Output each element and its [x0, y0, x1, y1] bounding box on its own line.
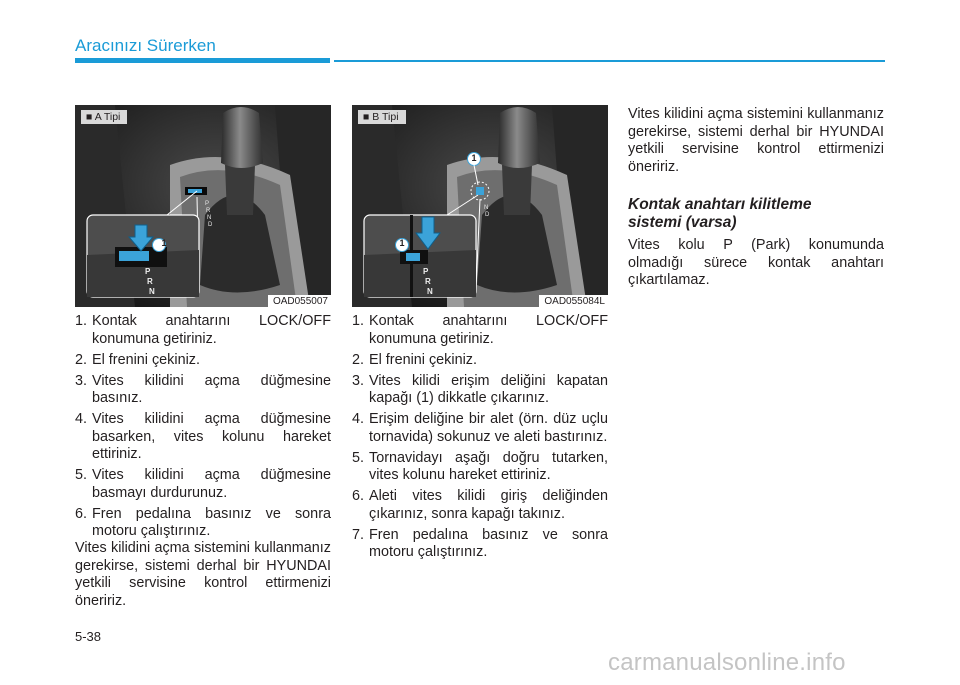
list-item: 2. El frenini çekiniz. — [75, 351, 200, 368]
list-item: 3. Vites kilidi erişim deliğini kapatan kapağı (1) dikkatle çıkarınız. — [352, 372, 608, 406]
page-number: 5-38 — [75, 629, 102, 644]
figure-type-a — [75, 105, 331, 307]
subheading-line-1: Kontak anahtarı kilitleme — [628, 196, 812, 213]
figure-type-b — [352, 105, 608, 307]
left-steps-list — [75, 313, 331, 544]
figure-b-tag-label: B Tipi — [372, 111, 399, 123]
header-rule-thick — [75, 58, 330, 63]
section-subheading — [628, 196, 884, 232]
list-item: 3. Vites kilidini açma düğmesine basınız. — [75, 372, 331, 406]
svg-text:D: D — [208, 222, 213, 228]
figure-a-tag-label: A Tipi — [94, 111, 121, 123]
svg-text:D: D — [485, 212, 490, 218]
middle-steps-list — [352, 313, 608, 565]
list-item: 6. Fren pedalına basınız ve sonra motoru çalıştırınız. — [75, 505, 331, 539]
list-item: 5. Vites kilidini açma düğmesine basmayı durdurunuz. — [75, 467, 331, 501]
left-note-paragraph: Vites kilidini açma sistemini kullanmanız gerekirse, sistemi derhal bir HYUNDAI yetkili servisine kontrol ettirmenizi öneririz. — [75, 540, 331, 609]
subheading-line-2: sistemi (varsa) — [628, 214, 737, 231]
gear-letter-p: P — [423, 267, 429, 276]
page-header-title: Aracınızı Sürerken — [75, 36, 216, 55]
svg-text:R: R — [206, 208, 211, 214]
gear-letter-r: R — [425, 277, 431, 286]
right-body-paragraph: Vites kolu P (Park) konumunda olmadığı sürece kontak anahtarı çıkartılamaz. — [628, 237, 884, 288]
list-item: 4. Erişim deliğine bir alet (örn. düz uçlu tornavida) sokunuz ve aleti bastırınız. — [352, 411, 608, 445]
list-item: 5. Tornavidayı aşağı doğru tutarken, vites kolunu hareket ettiriniz. — [352, 449, 608, 483]
watermark: carmanualsonline.info — [608, 649, 846, 676]
svg-text:N: N — [207, 215, 212, 221]
svg-text:N: N — [484, 205, 489, 211]
list-item: 2. El frenini çekiniz. — [352, 351, 477, 368]
header-rule-thin — [334, 60, 885, 62]
figure-b-callout-inset: 1 — [399, 238, 405, 248]
gear-letter-r: R — [147, 277, 153, 286]
figure-b-callout: 1 — [471, 153, 477, 163]
figure-a-code: OAD055007 — [268, 295, 331, 307]
list-item: 6. Aleti vites kilidi giriş deliğinden çıkarınız, sonra kapağı takınız. — [352, 488, 608, 522]
right-intro-paragraph: Vites kilidini açma sistemini kullanmanız gerekirse, sistemi derhal bir HYUNDAI yetkili servisine kontrol ettirmenizi öneririz. — [628, 106, 884, 175]
figure-b-illustration — [352, 105, 608, 307]
list-item: 1. Kontak anahtarını LOCK/OFF konumuna getiriniz. — [352, 313, 608, 347]
list-item: 1. Kontak anahtarını LOCK/OFF konumuna getiriniz. — [75, 313, 331, 347]
figure-a-callout: 1 — [161, 238, 167, 248]
list-item: 7. Fren pedalına basınız ve sonra motoru çalıştırınız. — [352, 526, 608, 560]
gear-letter-p: P — [145, 267, 151, 276]
svg-text:P: P — [205, 201, 210, 207]
figure-a-illustration — [75, 105, 331, 307]
gear-letter-n: N — [149, 287, 155, 296]
figure-b-code: OAD055084L — [539, 295, 608, 307]
figure-a-tag: ■ A Tipi — [81, 110, 127, 124]
list-item: 4. Vites kilidini açma düğmesine basarken, vites kolunu hareket ettiriniz. — [75, 411, 331, 462]
figure-b-tag: ■ B Tipi — [358, 110, 406, 124]
gear-letter-n: N — [427, 287, 433, 296]
